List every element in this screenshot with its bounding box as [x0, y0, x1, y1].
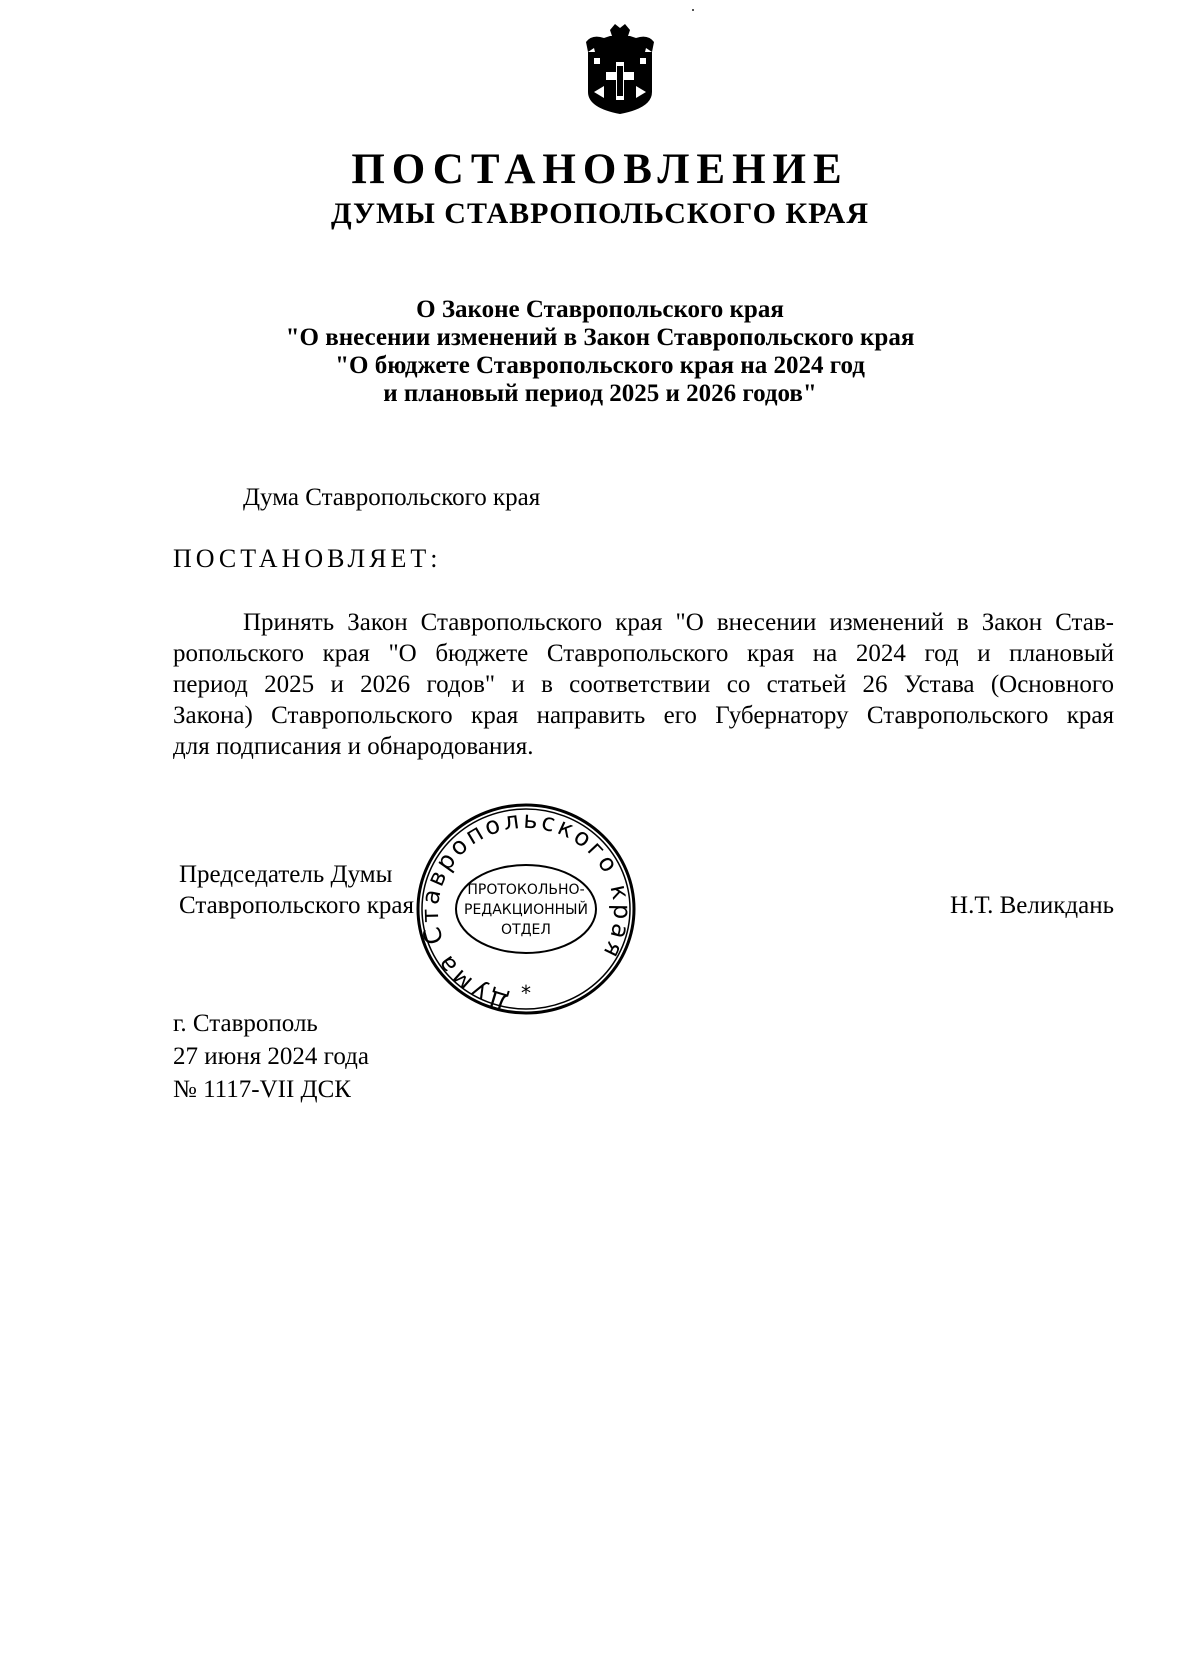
stamp-outer-text: Дума Ставропольского края	[415, 805, 637, 1017]
date-line: 27 июня 2024 года	[173, 1043, 369, 1070]
document-number: № 1117-VII ДСК	[173, 1076, 351, 1103]
document-issuer-title: ДУМЫ СТАВРОПОЛЬСКОГО КРАЯ	[330, 197, 869, 230]
stamp-star: *	[521, 981, 531, 1005]
document-footer	[173, 1007, 369, 1106]
stamp-inner-text: ОТДЕЛ	[501, 922, 551, 938]
paragraph-line: Закона) Ставропольского края направить его Губернатору Ставропольского края	[173, 702, 1114, 729]
paragraph-line: период 2025 и 2026 годов" и в соответствии со статьей 26 Устава (Основного	[173, 671, 1114, 698]
document-subject	[0, 296, 1200, 408]
signatory-position-line: Председатель Думы	[179, 861, 393, 888]
document-title: ПОСТАНОВЛЕНИЕ	[351, 146, 849, 193]
city-line: г. Ставрополь	[173, 1010, 318, 1037]
signatory-position	[179, 859, 414, 921]
stamp-inner-text: ПРОТОКОЛЬНО-	[467, 882, 585, 898]
decree-word: ПОСТАНОВЛЯЕТ:	[173, 544, 442, 573]
signatory-name: Н.Т. Великдань	[950, 892, 1114, 919]
paragraph-line: ропольского края "О бюджете Ставропольского края на 2024 год и плановый	[173, 640, 1114, 667]
official-stamp	[413, 800, 639, 1018]
subject-line: "О внесении изменений в Закон Ставропольского края	[285, 324, 915, 351]
signatory-position-line: Ставропольского края	[179, 892, 414, 919]
scan-speck	[692, 9, 694, 11]
subject-line: О Законе Ставропольского края	[416, 296, 784, 323]
paragraph-line: для подписания и обнародования.	[173, 733, 534, 760]
subject-line: и плановый период 2025 и 2026 годов"	[383, 380, 817, 407]
paragraph-line: Принять Закон Ставропольского края "О внесении изменений в Закон Став-	[243, 609, 1114, 636]
decree-paragraph	[173, 607, 1114, 762]
subject-line: "О бюджете Ставропольского края на 2024 год	[335, 352, 865, 379]
coat-of-arms-icon	[580, 22, 660, 117]
issuer-line: Дума Ставропольского края	[243, 484, 541, 511]
stamp-inner-text: РЕДАКЦИОННЫЙ	[464, 902, 588, 918]
